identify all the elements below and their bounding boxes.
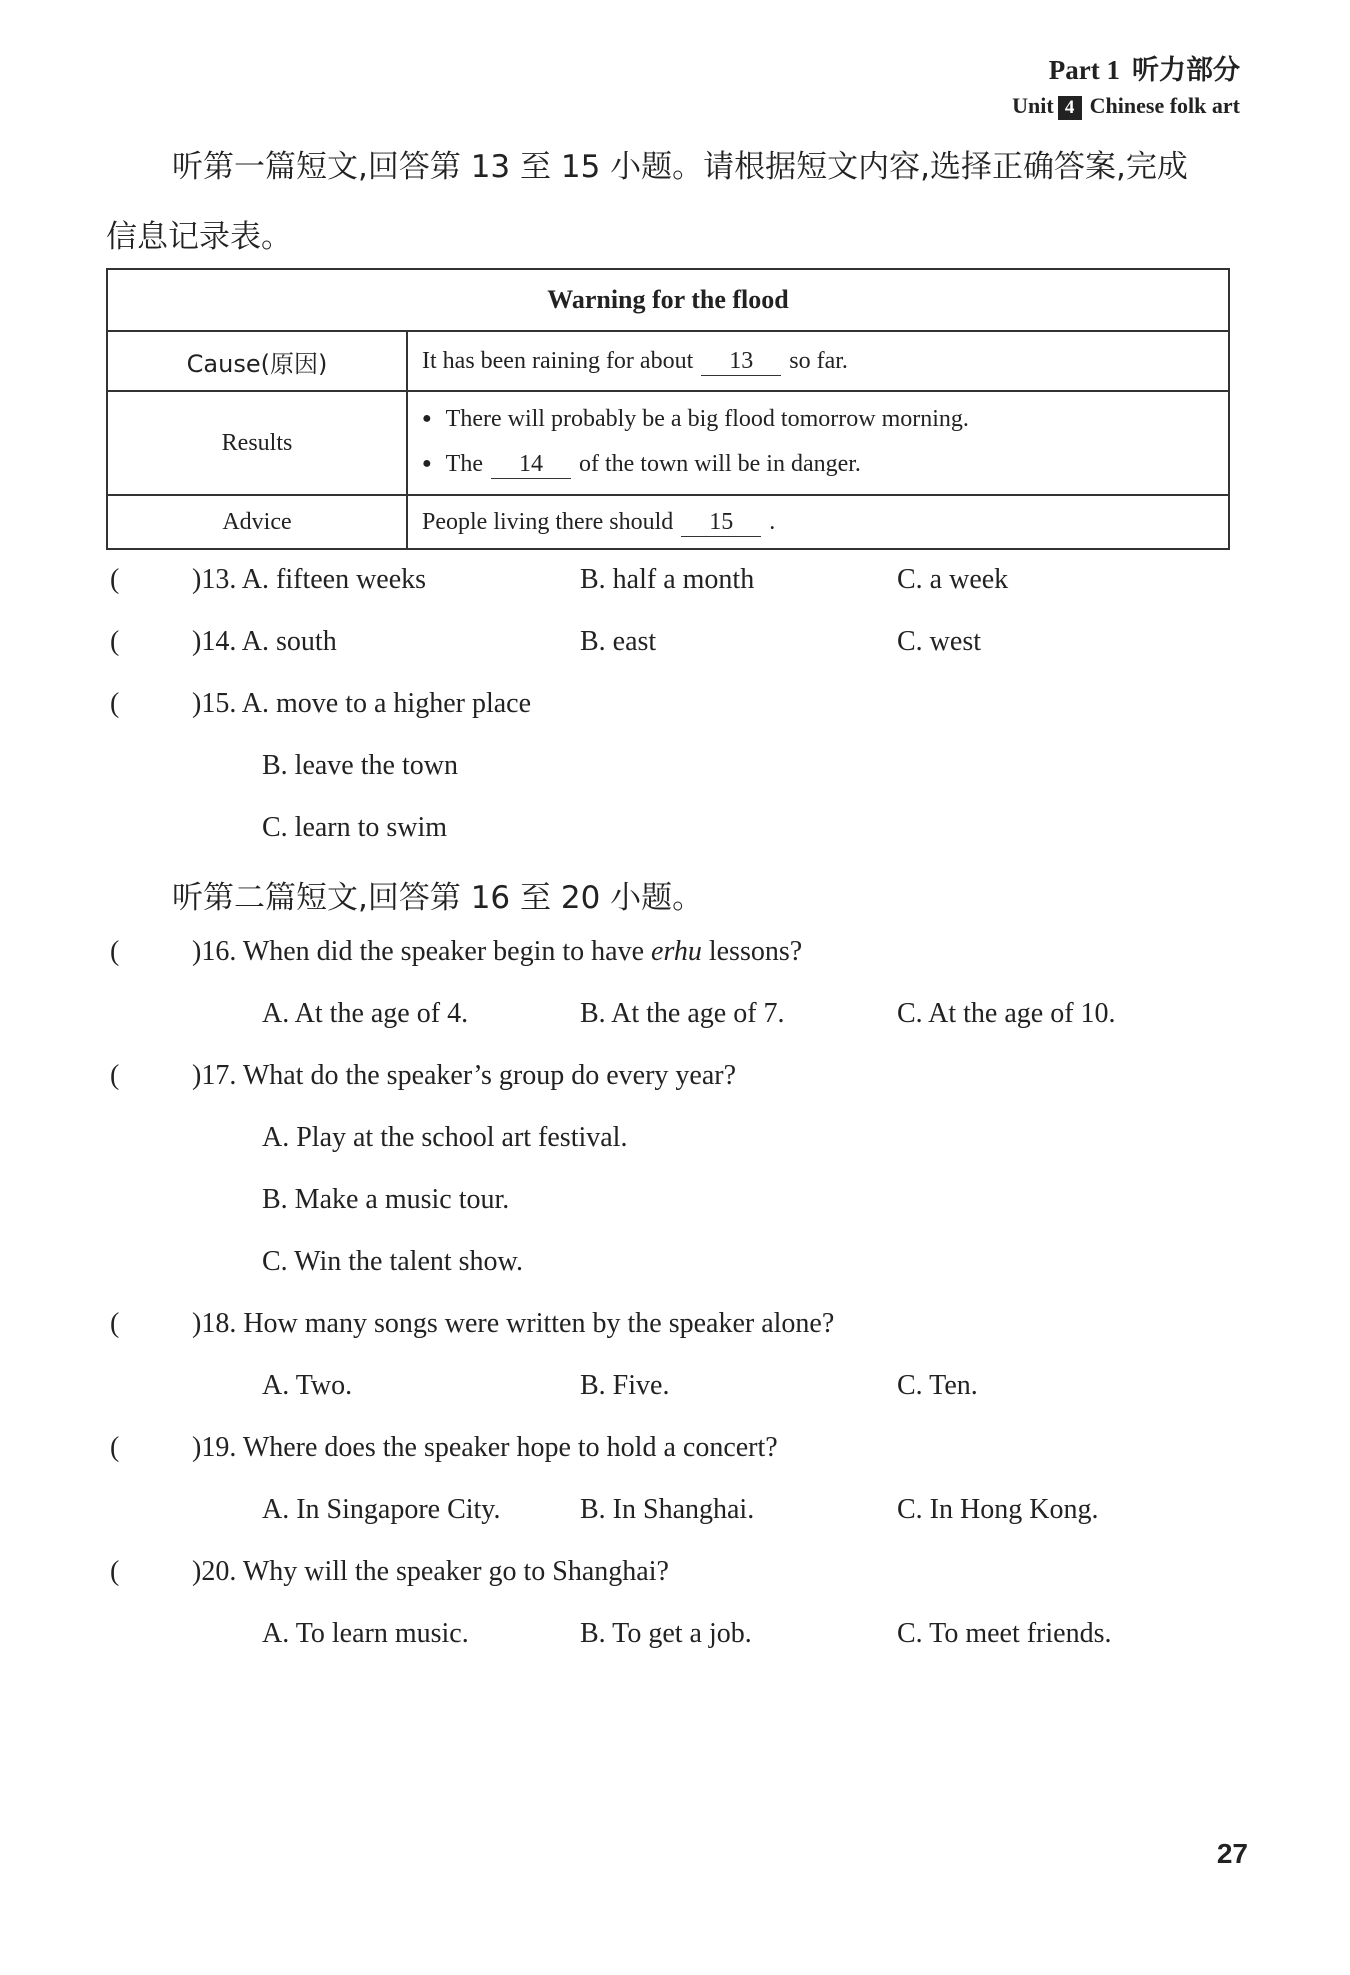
question-14: ( )14. A. south xyxy=(110,626,337,657)
question-15: ( )15. A. move to a higher place xyxy=(110,688,532,719)
option-b: B. east xyxy=(580,626,657,657)
option-a: A. Play at the school art festival. xyxy=(262,1122,628,1153)
option-a: A. To learn music. xyxy=(262,1618,469,1649)
question-20: ( )20. Why will the speaker go to Shanghai? xyxy=(110,1556,669,1587)
page-header xyxy=(1012,48,1240,120)
option-b: B. half a month xyxy=(580,564,755,595)
option-c: C. In Hong Kong. xyxy=(897,1494,1099,1525)
answer-blank[interactable]: ( xyxy=(110,1556,120,1587)
blank-14[interactable]: 14 xyxy=(491,450,571,479)
answer-blank[interactable]: ( xyxy=(110,1432,120,1463)
option-c: C. To meet friends. xyxy=(897,1618,1112,1649)
option-a: A. At the age of 4. xyxy=(262,998,469,1029)
option-b: B. Five. xyxy=(580,1370,670,1401)
flood-warning-table xyxy=(106,268,1230,550)
result-item: ● The 14 of the town will be in danger. xyxy=(422,443,1228,488)
option-b: B. To get a job. xyxy=(580,1618,752,1649)
answer-blank[interactable]: ( xyxy=(110,936,120,967)
table-row-results xyxy=(107,391,1229,495)
answer-blank[interactable]: ( xyxy=(110,564,120,595)
option-c: C. west xyxy=(897,626,981,657)
question-16: ( )16. When did the speaker begin to have erhu lessons? xyxy=(110,936,803,967)
cause-label: Cause(原因) xyxy=(107,331,407,391)
page-number: 27 xyxy=(1216,1838,1248,1869)
blank-13[interactable]: 13 xyxy=(701,347,781,376)
unit-heading: Unit 4 Chinese folk art xyxy=(1012,93,1240,118)
question-13: ( )13. A. fifteen weeks xyxy=(110,564,427,595)
option-b: B. leave the town xyxy=(262,750,458,781)
result-item: ● There will probably be a big flood tomorrow morning. xyxy=(422,398,1228,443)
option-c: C. Win the talent show. xyxy=(262,1246,523,1277)
results-label: Results xyxy=(107,391,407,495)
section-1-instructions: 听第一篇短文,回答第 13 至 15 小题。请根据短文内容,选择正确答案,完成 信息记录表。 xyxy=(106,149,1188,255)
option-b: B. In Shanghai. xyxy=(580,1494,755,1525)
blank-15[interactable]: 15 xyxy=(681,508,761,537)
option-c: C. Ten. xyxy=(897,1370,978,1401)
question-19: ( )19. Where does the speaker hope to hold a concert? xyxy=(110,1432,778,1463)
answer-blank[interactable]: ( xyxy=(110,1060,120,1091)
results-value xyxy=(407,391,1229,495)
answer-blank[interactable]: ( xyxy=(110,688,120,719)
table-row-advice xyxy=(107,495,1229,549)
section-2-instructions: 听第二篇短文,回答第 16 至 20 小题。 xyxy=(172,880,704,916)
table-title: Warning for the flood xyxy=(107,269,1229,331)
option-c: C. At the age of 10. xyxy=(897,998,1116,1029)
option-b: B. Make a music tour. xyxy=(262,1184,510,1215)
advice-value: People living there should 15 . xyxy=(407,495,1229,549)
part-heading: Part 1 听力部分 xyxy=(1048,55,1240,86)
question-17: ( )17. What do the speaker’s group do every year? xyxy=(110,1060,736,1091)
option-a: A. Two. xyxy=(262,1370,353,1401)
answer-blank[interactable]: ( xyxy=(110,1308,120,1339)
question-18: ( )18. How many songs were written by the speaker alone? xyxy=(110,1308,835,1339)
advice-label: Advice xyxy=(107,495,407,549)
table-row-cause xyxy=(107,331,1229,391)
unit-number-badge: 4 xyxy=(1058,96,1082,120)
option-c: C. a week xyxy=(897,564,1009,595)
cause-value: It has been raining for about 13 so far. xyxy=(407,331,1229,391)
option-b: B. At the age of 7. xyxy=(580,998,785,1029)
option-c: C. learn to swim xyxy=(262,812,448,843)
option-a: A. In Singapore City. xyxy=(262,1494,501,1525)
answer-blank[interactable]: ( xyxy=(110,626,120,657)
